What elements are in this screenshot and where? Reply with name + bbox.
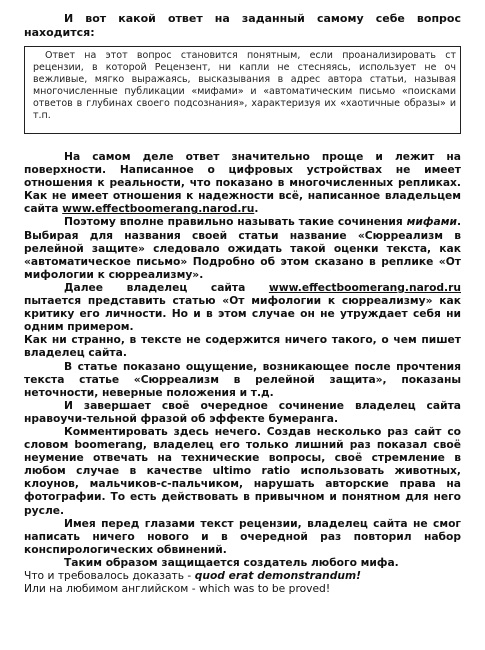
- document-page: [24, 12, 461, 595]
- paragraph-3-end: пытается представить статью «От мифологии к сюрреализму» как критику его личности. Но и в этом случае он не утруждает себя ни одним примером.: [24, 294, 461, 334]
- site-link[interactable]: www.effectboomerang.narod.ru: [62, 202, 255, 216]
- exclamation: !: [356, 569, 362, 582]
- paragraph-8: Имея перед глазами текст рецензии, владелец сайта не смог написать ничего нового и в очередной раз повторил набор конспирологических обвинений.: [24, 516, 461, 556]
- paragraph-4: Как ни странно, в тексте не содержится ничего такого, о чем пишет владелец сайта.: [24, 333, 461, 360]
- paragraph-10: [24, 569, 461, 582]
- paragraph-11: Или на любимом английском - which was to be proved!: [24, 582, 331, 596]
- body-text: [24, 150, 461, 595]
- quote-box: Ответ на этот вопрос становится понятным, если проанализировать ст рецензии, в которой Рецензент, ни капли не стесняясь, использует не оч вежливые, мягко выражаясь, высказывания в адрес автора статьи, называя многочисленные публикации «мифами» и «автоматическим письмо «поисками ответов в глубинах своего подсознания», характеризуя их «хаотичные образы» и т.п.: [24, 46, 461, 134]
- paragraph-1-text: На самом деле ответ значительно проще и лежит на поверхности. Написанное о цифровых устройствах не имеет отношения к реальности, что показано в многочисленных репликах. Как не имеет отношения к надежности всё, написанное владельцем сайта: [24, 150, 461, 216]
- paragraph-7: Комментировать здесь нечего. Создав несколько раз сайт со словом boomerang, владелец его только лишний раз показал своё неумение отвечать на технические вопросы, своё стремление в любом случае в качестве ultimo ratio использовать животных, клоунов, мальчиков-с-пальчиком, нарушать авторские права на фотографии. То есть действовать в привычном и понятном для него русле.: [24, 424, 461, 517]
- latin-phrase: quod erat demonstrandum: [194, 569, 357, 582]
- closing-lines: [24, 569, 461, 595]
- paragraph-6: И завершает своё очередное сочинение владелец сайта нравоучи-тельной фразой об эффекте бумеранга.: [24, 398, 461, 425]
- paragraph-1: [24, 150, 461, 215]
- paragraph-2-text: Поэтому вполне правильно называть такие сочинения: [64, 215, 407, 229]
- myths-word: мифами: [406, 215, 457, 229]
- paragraph-1-end: .: [254, 202, 259, 216]
- paragraph-2: [24, 215, 461, 280]
- paragraph-9: Таким образом защищается создатель любого мифа.: [64, 555, 399, 569]
- intro-paragraph: И вот какой ответ на заданный самому себе вопрос находится:: [24, 12, 461, 39]
- paragraph-3-text: Далее владелец сайта: [64, 280, 269, 294]
- site-link-2[interactable]: www.effectboomerang.narod.ru: [268, 280, 461, 294]
- paragraph-2-end: . Выбирая для названия своей статьи название «Сюрреализм в релейной защите» следовало ожидать такой оценки текста, как «автоматическое письмо» Подробно об этом сказано в реплике «От мифологии к сюрреализму».: [24, 215, 461, 281]
- paragraph-10-text: Что и требовалось доказать -: [24, 569, 195, 582]
- paragraph-5: В статье показано ощущение, возникающее после прочтения текста статье «Сюрреализм в релейной защита», показаны неточности, неверные положения и т.д.: [24, 359, 461, 399]
- paragraph-3: [24, 281, 461, 333]
